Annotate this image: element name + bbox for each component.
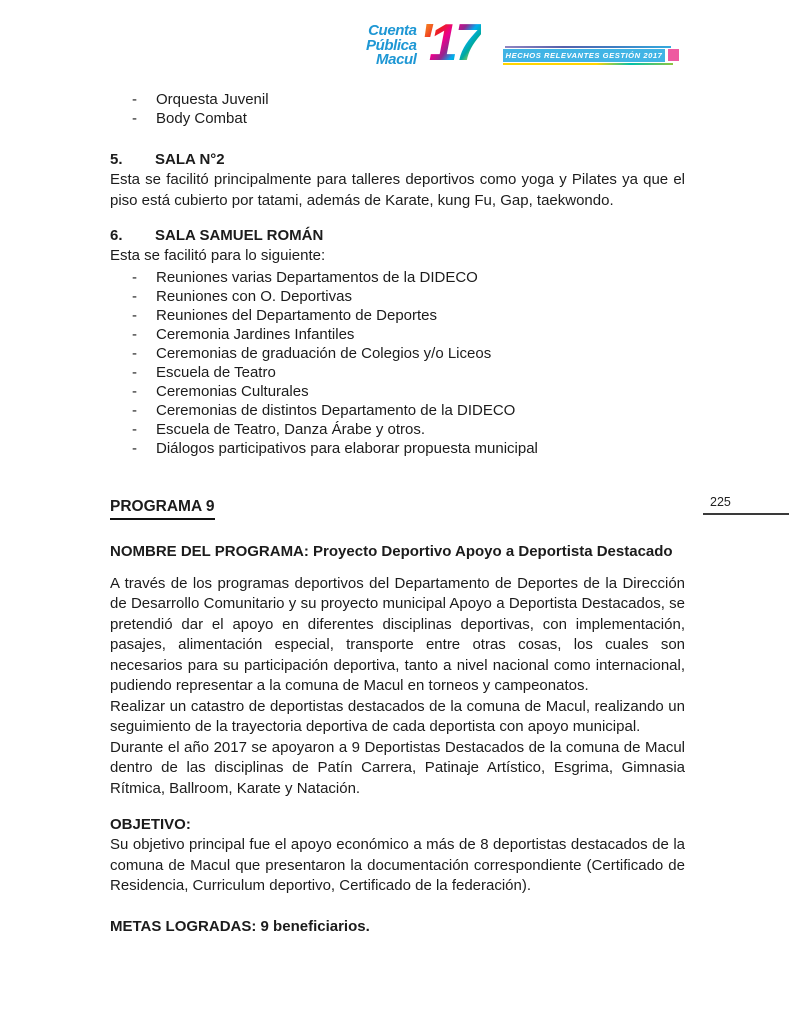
section-5-paragraph: Esta se facilitó principalmente para talleres deportivos como yoga y Pilates ya que el piso está cubierto por tatami, además de Karate, kung Fu, Gap, taekwondo. bbox=[110, 171, 685, 209]
list-item: - Escuela de Teatro bbox=[110, 363, 685, 382]
metas-logradas-line: METAS LOGRADAS: 9 beneficiarios. bbox=[110, 917, 370, 935]
list-item: - Body Combat bbox=[110, 109, 685, 128]
programa-9-heading-row bbox=[110, 496, 685, 520]
page-number-value: 225 bbox=[710, 495, 731, 509]
list-item: - Ceremonia Jardines Infantiles bbox=[110, 325, 685, 344]
document-header bbox=[0, 0, 791, 86]
banner-bar bbox=[503, 49, 665, 62]
banner-bottom-stripe bbox=[503, 63, 673, 65]
program-paragraph-2: Realizar un catastro de deportistas destacados de la comuna de Macul, realizando un seguimiento de la trayectoria deportiva de cada deportista con apoyo municipal. bbox=[110, 697, 685, 735]
section-6-number: 6. bbox=[110, 227, 123, 244]
top-bullet-list bbox=[110, 90, 685, 128]
objetivo-label: OBJETIVO: bbox=[110, 816, 191, 833]
program-description bbox=[110, 574, 685, 800]
document-body bbox=[110, 90, 685, 937]
list-item: - Escuela de Teatro, Danza Árabe y otros. bbox=[110, 420, 685, 439]
section-5-title: SALA N°2 bbox=[155, 151, 225, 168]
section-5-number: 5. bbox=[110, 151, 123, 168]
sala-samuel-roman-list bbox=[110, 268, 685, 458]
list-item: - Diálogos participativos para elaborar propuesta municipal bbox=[110, 439, 685, 458]
list-item: - Reuniones varias Departamentos de la DIDECO bbox=[110, 268, 685, 287]
logo-word-2: Pública bbox=[366, 36, 417, 54]
cuenta-publica-logo bbox=[366, 14, 481, 72]
program-name-line: NOMBRE DEL PROGRAMA: Proyecto Deportivo Apoyo a Deportista Destacado bbox=[110, 542, 673, 560]
list-item: - Ceremonias de distintos Departamento de la DIDECO bbox=[110, 401, 685, 420]
list-item: - Reuniones del Departamento de Deportes bbox=[110, 306, 685, 325]
list-item: - Reuniones con O. Deportivas bbox=[110, 287, 685, 306]
banner-top-stripe bbox=[505, 46, 671, 48]
objetivo-paragraph: Su objetivo principal fue el apoyo económico a más de 8 deportistas destacados de la comuna de Macul que presentaron la documentación correspondiente (Certificado de Residencia, Curriculum deportivo, Certificado de la federación). bbox=[110, 836, 685, 894]
list-item: - Orquesta Juvenil bbox=[110, 90, 685, 109]
banner-text: HECHOS RELEVANTES GESTIÓN 2017 bbox=[505, 51, 663, 60]
programa-9-title: PROGRAMA 9 bbox=[110, 496, 215, 520]
section-6-title: SALA SAMUEL ROMÁN bbox=[155, 227, 324, 244]
section-5-heading bbox=[110, 149, 685, 170]
list-item: - Ceremonias de graduación de Colegios y/o Liceos bbox=[110, 344, 685, 363]
logo-year-17: '17 bbox=[419, 14, 481, 72]
program-paragraph-1: A través de los programas deportivos del Departamento de Deportes de la Dirección de Desarrollo Comunitario y su proyecto municipal Apoyo a Deportista Destacados, se pretendió dar el apoyo en diferentes disciplinas deportivas, con implementación, pasajes, alimentación especial, transporte entre otras cosas, los cuales son necesarios para su participación deportiva, tanto a nivel nacional como internacional, pudiendo representar a la comuna de Macul en torneos y campeonatos. bbox=[110, 574, 685, 694]
program-paragraph-3: Durante el año 2017 se apoyaron a 9 Deportistas Destacados de la comuna de Macul dentro de las disciplinas de Patín Carrera, Patinaje Artístico, Esgrima, Gimnasia Rítmica, Ballroom, Karate y Natación. bbox=[110, 738, 685, 797]
logo-wordmark bbox=[366, 20, 417, 68]
logo-word-1: Cuenta bbox=[368, 22, 417, 39]
logo-word-3: Macul bbox=[376, 51, 417, 68]
page-number bbox=[703, 495, 789, 515]
section-6-heading bbox=[110, 225, 685, 246]
section-6-intro: Esta se facilitó para lo siguiente: bbox=[110, 247, 326, 264]
banner-hechos-relevantes bbox=[503, 46, 679, 65]
banner-pink-accent bbox=[668, 49, 679, 61]
list-item: - Ceremonias Culturales bbox=[110, 382, 685, 401]
